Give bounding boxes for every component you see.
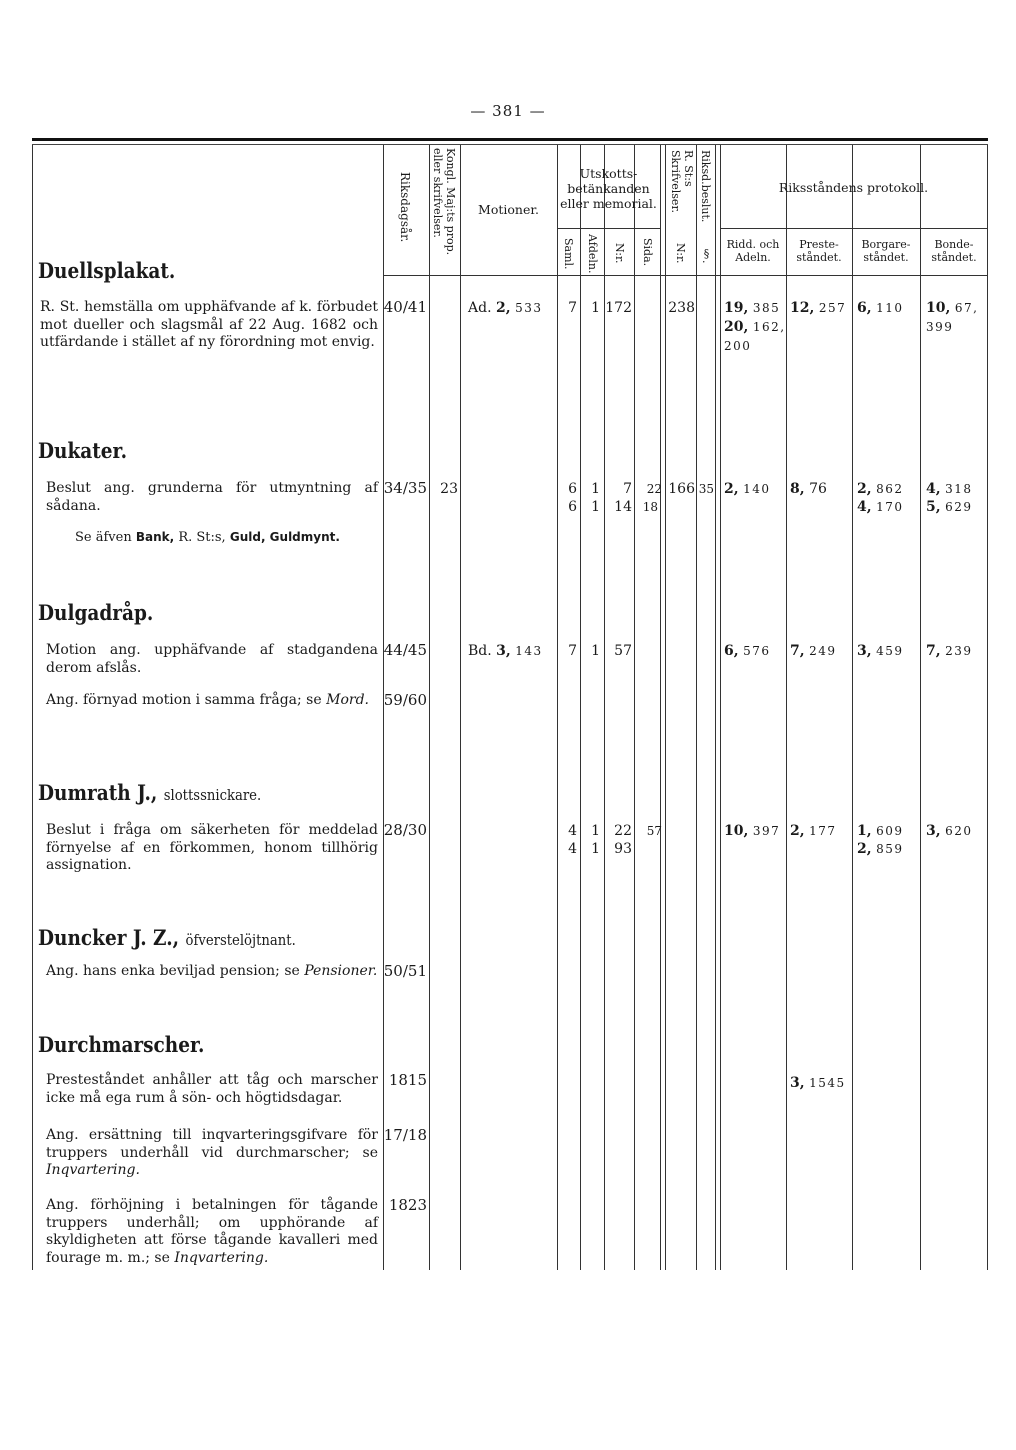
- ridd-page: 576: [743, 644, 771, 658]
- afdeln: 1: [591, 481, 600, 497]
- ridd-page: 200: [724, 339, 752, 353]
- ridd-page: 385: [752, 301, 781, 315]
- borgare-page: 609: [876, 824, 904, 838]
- header-sida: Sida.: [641, 238, 654, 267]
- paragraph: 35: [698, 482, 714, 496]
- sida: 22: [646, 482, 662, 496]
- borgare-page: 170: [876, 500, 904, 514]
- saml: 7: [568, 300, 577, 316]
- borgare-ref: [857, 299, 903, 317]
- heading-dumrath: [38, 780, 261, 805]
- header-riksstandens: Riksståndens protokoll.: [778, 180, 929, 195]
- motion-prefix: Bd.: [468, 643, 492, 659]
- borgare-ref: [857, 840, 903, 858]
- entry-year: 1823: [388, 1196, 427, 1214]
- borgare-ref: [857, 642, 903, 660]
- ridd-vol: 19,: [724, 300, 749, 316]
- bonde-page: 239: [945, 644, 973, 658]
- ridd-vol: 10,: [724, 823, 749, 839]
- saml: 4: [568, 841, 577, 857]
- borgare-ref: [857, 822, 903, 840]
- borgare-page: 862: [876, 482, 904, 496]
- entry-year: 1815: [388, 1071, 427, 1089]
- motion-volume: 3,: [496, 643, 511, 659]
- bonde-ref: [926, 318, 953, 336]
- heading-subtitle: öfverstelöjtnant.: [185, 931, 296, 949]
- motion-page: 533: [515, 301, 543, 315]
- saml: 6: [568, 481, 577, 497]
- header-kongl: Kongl. Maj:ts prop. eller skrifvelser.: [431, 148, 457, 256]
- motion-page: 143: [515, 644, 543, 658]
- preste-ref: [790, 299, 846, 317]
- ridd-vol: 20,: [724, 319, 749, 335]
- heading-subtitle: slottssnickare.: [163, 786, 262, 804]
- heading-durchmarscher: Durchmarscher.: [38, 1032, 205, 1057]
- ridd-page: 162,: [752, 320, 786, 334]
- ridd-ref: [724, 822, 780, 840]
- desc-text: Ang. förhöjning i betalningen för tågande truppers underhåll; om upphörande af skyldigheten att förse tågande kavalleri med fourage m. m.; se: [46, 1197, 378, 1266]
- entry-desc: R. St. hemställa om upphäfvande af k. förbudet mot dueller och slagsmål af 22 Aug. 1682 och utfärdande i stället af ny förordning mot envig.: [40, 299, 378, 350]
- header-motioner: Motioner.: [478, 202, 539, 217]
- see-also: [75, 530, 340, 545]
- col-line: [720, 145, 721, 1270]
- entry-year: 59/60: [383, 691, 427, 709]
- ridd-vol: 6,: [724, 643, 739, 659]
- header-riksd-beslut: Riksd.beslut.: [699, 150, 712, 223]
- top-rule-thin: [32, 144, 988, 145]
- col-line: [634, 145, 635, 1270]
- afdeln: 1: [591, 300, 600, 316]
- borgare-page: 459: [876, 644, 904, 658]
- heading-dulgadrap: Dulgadråp.: [38, 600, 154, 625]
- see-guld: Guld, Guldmynt.: [229, 530, 340, 544]
- rsts-nr: 166: [668, 481, 695, 497]
- bonde-page: 620: [945, 824, 973, 838]
- sida: 57: [646, 824, 662, 838]
- subheader-rule: [557, 228, 660, 229]
- bonde-vol: 10,: [926, 300, 951, 316]
- preste-ref: [790, 642, 836, 660]
- preste-page: 257: [818, 301, 847, 315]
- bonde-ref: [926, 498, 972, 516]
- borgare-ref: [857, 498, 903, 516]
- entry-year: 40/41: [383, 298, 427, 316]
- heading-duncker: [38, 925, 296, 950]
- ridd-ref: [724, 299, 780, 317]
- saml: 7: [568, 643, 577, 659]
- saml: 4: [568, 823, 577, 839]
- borgare-vol: 3,: [857, 643, 872, 659]
- header-ridd: Ridd. och Adeln.: [726, 238, 780, 264]
- preste-vol: 8,: [790, 481, 805, 497]
- preste-vol: 12,: [790, 300, 815, 316]
- afdeln: 1: [591, 499, 600, 515]
- desc-ref: Mord.: [326, 692, 369, 708]
- preste-page: 1545: [809, 1076, 846, 1090]
- bonde-ref: [926, 822, 972, 840]
- col-line: [429, 145, 430, 1270]
- entry-desc: [46, 692, 378, 710]
- desc-ref: Inqvartering.: [174, 1249, 269, 1266]
- bonde-page: 629: [945, 500, 973, 514]
- nr: 172: [605, 300, 632, 316]
- col-line: [32, 145, 33, 1270]
- col-line: [460, 145, 461, 1270]
- kongl: 23: [440, 481, 458, 497]
- header-borgare: Borgare-ståndet.: [861, 238, 911, 264]
- saml: 6: [568, 499, 577, 515]
- preste-ref: [790, 822, 836, 840]
- page-number: — 381 —: [470, 102, 546, 120]
- see-bank: Bank,: [135, 530, 175, 544]
- entry-desc: Beslut i fråga om säkerheten för meddelad förnyelse af en förkommen, honom tillhörig assignation.: [46, 822, 378, 873]
- motion-volume: 2,: [495, 300, 511, 316]
- header-rsts-skrifvelser: R. St:s Skrifvelser.: [669, 150, 695, 213]
- col-line: [660, 145, 661, 1270]
- col-line: [920, 145, 921, 1270]
- sida: 18: [642, 500, 658, 514]
- header-bottom-rule: [383, 275, 987, 276]
- ridd-ref: [724, 318, 786, 336]
- borgare-vol: 2,: [857, 481, 872, 497]
- preste-page: 177: [809, 824, 837, 838]
- header-paragraph: §.: [700, 247, 713, 264]
- heading-dukater: Dukater.: [38, 438, 128, 463]
- motion-ref: [468, 299, 542, 317]
- heading-duellsplakat: Duellsplakat.: [38, 258, 176, 283]
- desc-ref: Inqvartering.: [46, 1162, 140, 1178]
- borgare-page: 110: [876, 301, 904, 315]
- col-line: [987, 145, 988, 1270]
- bonde-vol: 4,: [926, 481, 941, 497]
- bonde-vol: 5,: [926, 499, 941, 515]
- entry-year: 17/18: [383, 1126, 427, 1144]
- borgare-ref: [857, 480, 903, 498]
- ridd-page: 140: [743, 482, 771, 496]
- entry-year: 44/45: [383, 641, 427, 659]
- subheader-rule: [720, 228, 987, 229]
- ridd-ref: [724, 642, 770, 660]
- ridd-vol: 2,: [724, 481, 739, 497]
- nr: 93: [614, 841, 632, 857]
- preste-page: 76: [809, 481, 827, 497]
- preste-page: 249: [809, 644, 837, 658]
- desc-text: Ang. förnyad motion i samma fråga; se: [46, 692, 322, 708]
- preste-vol: 3,: [790, 1075, 805, 1091]
- rsts-nr: 238: [668, 300, 695, 316]
- entry-desc: [46, 963, 378, 981]
- desc-text: Ang. hans enka beviljad pension; se: [46, 963, 300, 979]
- desc-ref: Pensioner.: [304, 963, 378, 979]
- bonde-page: 318: [945, 482, 973, 496]
- header-rsts-nr: N:r.: [674, 243, 687, 264]
- afdeln: 1: [591, 823, 600, 839]
- bonde-vol: 7,: [926, 643, 941, 659]
- col-line: [715, 145, 716, 1270]
- top-rule: [32, 138, 988, 141]
- header-preste: Preste-ståndet.: [796, 238, 842, 264]
- entry-desc: [46, 1127, 378, 1180]
- nr: 57: [614, 643, 632, 659]
- bonde-ref: [926, 642, 972, 660]
- nr: 7: [623, 481, 632, 497]
- header-utskotts: Utskotts-betänkanden eller memorial.: [560, 166, 657, 211]
- see-prefix: Se äfven: [75, 530, 132, 545]
- entry-desc: Motion ang. upphäfvande af stadgandena derom afslås.: [46, 642, 378, 676]
- heading-title: Duncker J. Z.,: [38, 925, 180, 950]
- preste-vol: 2,: [790, 823, 805, 839]
- entry-year: 34/35: [383, 479, 427, 497]
- entry-desc: Beslut ang. grunderna för utmyntning af sådana.: [46, 480, 378, 514]
- bonde-page: 399: [926, 320, 954, 334]
- entry-year: 50/51: [383, 962, 427, 980]
- nr: 22: [614, 823, 632, 839]
- preste-ref: [790, 480, 827, 498]
- header-nr: N:r.: [613, 243, 626, 264]
- ridd-ref: [724, 480, 770, 498]
- borgare-vol: 1,: [857, 823, 872, 839]
- entry-year: 28/30: [383, 821, 427, 839]
- col-line: [786, 145, 787, 1270]
- header-afdeln: Afdeln.: [586, 234, 599, 274]
- borgare-page: 859: [876, 842, 904, 856]
- desc-text: Ang. ersättning till inqvarteringsgifvare för truppers underhåll vid durchmarscher; se: [46, 1127, 378, 1161]
- bonde-ref: [926, 480, 972, 498]
- afdeln: 1: [591, 841, 600, 857]
- bonde-page: 67,: [954, 301, 979, 315]
- preste-vol: 7,: [790, 643, 805, 659]
- header-riksdagsar: Riksdagsår.: [398, 172, 412, 243]
- header-bonde: Bonde-ståndet.: [931, 238, 977, 264]
- heading-title: Dumrath J.,: [38, 780, 158, 805]
- bonde-vol: 3,: [926, 823, 941, 839]
- borgare-vol: 4,: [857, 499, 872, 515]
- header-saml: Saml.: [562, 238, 575, 270]
- borgare-vol: 6,: [857, 300, 872, 316]
- entry-desc: [46, 1197, 378, 1267]
- bonde-ref: [926, 299, 978, 317]
- borgare-vol: 2,: [857, 841, 872, 857]
- entry-desc: Presteståndet anhåller att tåg och marscher icke må ega rum å sön- och högtidsdagar.: [46, 1072, 378, 1106]
- ridd-ref: [724, 337, 751, 355]
- afdeln: 1: [591, 643, 600, 659]
- col-line: [852, 145, 853, 1270]
- see-mid: R. St:s,: [178, 530, 226, 545]
- nr: 14: [614, 499, 632, 515]
- col-line: [696, 145, 697, 1270]
- ridd-page: 397: [752, 824, 781, 838]
- motion-ref: [468, 642, 543, 660]
- preste-ref: [790, 1074, 846, 1092]
- motion-prefix: Ad.: [468, 300, 492, 316]
